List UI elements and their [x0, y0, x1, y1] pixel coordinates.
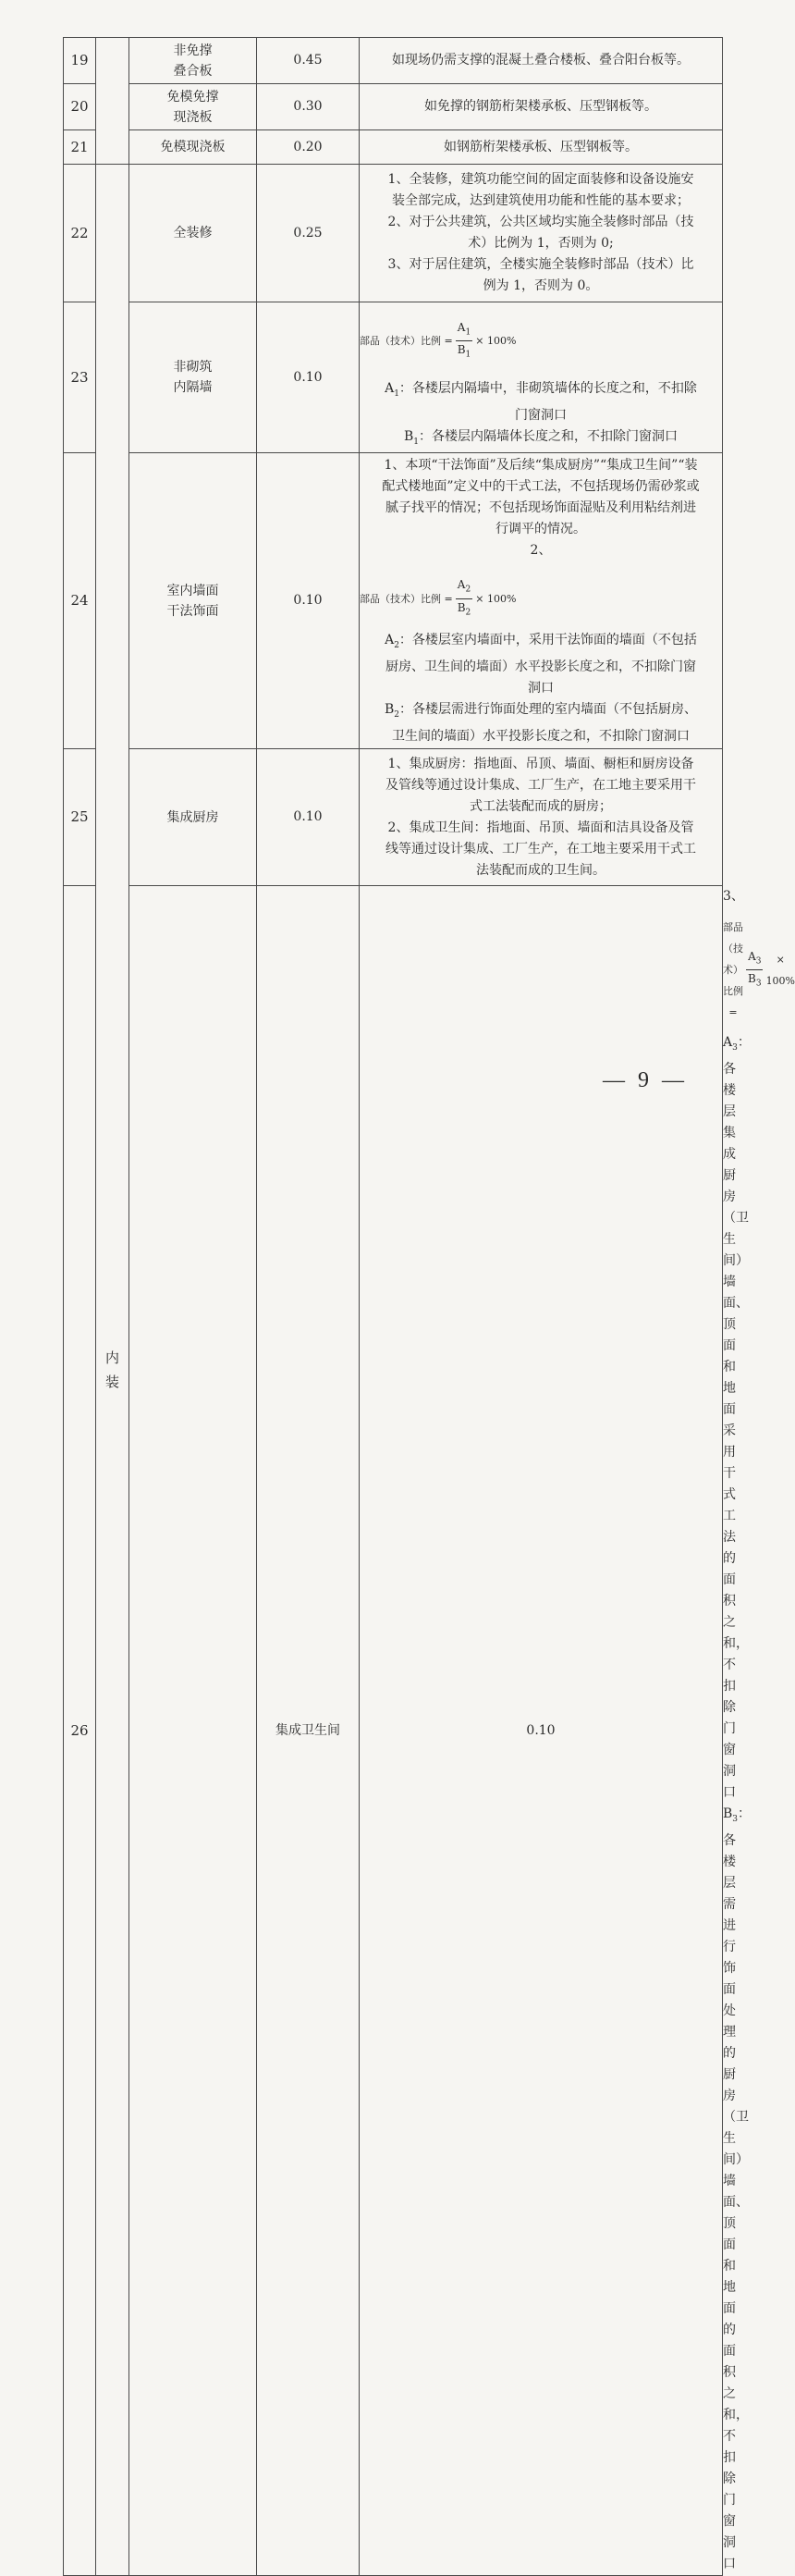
item-weight: 0.10 — [257, 749, 360, 886]
definition-a: $A_2$：各楼层室内墙面中，采用干法饰面的墙面（不包括 — [385, 632, 697, 650]
item-description: 1、全装修，建筑功能空间的固定面装修和设备设施安 装全部完成，达到建筑使用功能和性能的基本要求； 2、对于公共建筑，公共区域均实施全装修时部品（技 术）比例为 1，否则为 0; 3、对于居住建筑，全楼实施全装修时部品（技术）比 例为 1，否则为 0。 — [360, 165, 723, 302]
item-name: 非砌筑 内隔墙 — [129, 302, 257, 453]
item-name: 室内墙面 干法饰面 — [129, 453, 257, 749]
item-description: 1、本项“干法饰面”及后续“集成厨房”“集成卫生间”“装 配式楼地面”定义中的干式工法，不包括现场仍需砂浆或 腻子找平的情况；不包括现场饰面湿贴及利用粘结剂进 行调平的情况。 2、 部品（技术）比例 = $\frac{A_2}{B_2}$ × 100% $A_2$：各楼层室内墙面中，采用干法饰面的墙面（不包括 厨房、卫生间的墙面）水平投影长度之和，不扣除门窗 洞口 $B_2$：各楼层需进行饰面处理的室内墙面（不包括厨房、 卫生间的墙面）水平投影长度之和，不扣除门窗洞口 — [360, 453, 723, 749]
assessment-table — [63, 37, 795, 2576]
row-number: 21 — [64, 130, 96, 165]
definition-a: $A_1$：各楼层内隔墙中，非砌筑墙体的长度之和，不扣除 — [385, 380, 697, 399]
category-cell — [96, 165, 129, 2576]
table-row — [64, 84, 723, 130]
item-name: 全装修 — [129, 165, 257, 302]
row-number: 24 — [64, 453, 96, 749]
item-weight: 0.10 — [257, 302, 360, 453]
item-weight: 0.10 — [360, 886, 723, 2576]
item-name: 集成卫生间 — [257, 886, 360, 2576]
item-weight: 0.45 — [257, 38, 360, 84]
item-name: 免模现浇板 — [129, 130, 257, 165]
item-description: 1、集成厨房：指地面、吊顶、墙面、橱柜和厨房设备 及管线等通过设计集成、工厂生产，在工地主要采用干 式工法装配而成的厨房； 2、集成卫生间：指地面、吊顶、墙面和洁具设备及管 线等通过设计集成、工厂生产，在工地主要采用干式工 法装配而成的卫生间。 — [360, 749, 723, 886]
item-description: 如现场仍需支撑的混凝土叠合楼板、叠合阳台板等。 — [360, 38, 723, 84]
table-row — [64, 165, 723, 302]
item-description: 如钢筋桁架楼承板、压型钢板等。 — [360, 130, 723, 165]
page-number: — 9 — — [603, 1068, 688, 1092]
category-cell-lower — [129, 886, 257, 2576]
ratio-formula: 部品（技术）比例 = $\frac{A_1}{B_1}$ × 100% — [360, 319, 722, 364]
row-number: 22 — [64, 165, 96, 302]
table-row — [64, 302, 723, 453]
fraction: $\frac{A_2}{B_2}$ — [457, 578, 471, 617]
table-row: 26 集成卫生间 0.10 3、 部品（技术）比例 = $\frac{A_3}{B_3}$ × 100% $A_3$：各楼层集成厨房（卫生间）墙面、顶面和地面采用 干式工法的面积之和，不扣除门窗洞口 $B_3$：各楼层需进行饰面处理的厨房（卫生间）墙面、顶 面和地面的面积之和，不扣除门窗洞口 — [64, 886, 723, 2576]
category-label: 装 — [104, 1373, 119, 1390]
item-name: 免模免撑 现浇板 — [129, 84, 257, 130]
definition-b: $B_1$：各楼层内隔墙体长度之和，不扣除门窗洞口 — [403, 428, 679, 447]
definition-b: $B_2$：各楼层需进行饰面处理的室内墙面（不包括厨房、 — [384, 701, 698, 720]
table-row — [64, 453, 723, 749]
category-cell-upper — [96, 38, 129, 165]
item-weight: 0.30 — [257, 84, 360, 130]
table-row — [64, 130, 723, 165]
row-number: 20 — [64, 84, 96, 130]
fraction: $\frac{A_1}{B_1}$ — [457, 321, 471, 360]
item-weight: 0.25 — [257, 165, 360, 302]
item-description: 部品（技术）比例 = $\frac{A_1}{B_1}$ × 100% $A_1$：各楼层内隔墙中，非砌筑墙体的长度之和，不扣除 门窗洞口 $B_1$：各楼层内隔墙体长度之和，不扣除门窗洞口 — [360, 302, 723, 453]
item-name: 集成厨房 — [129, 749, 257, 886]
item-description: 如免撑的钢筋桁架楼承板、压型钢板等。 — [360, 84, 723, 130]
row-number: 19 — [64, 38, 96, 84]
row-number: 26 — [64, 886, 96, 2576]
table-row — [64, 38, 723, 84]
item-name: 非免撑 叠合板 — [129, 38, 257, 84]
category-label: 内 — [104, 1349, 119, 1366]
table-row — [64, 749, 723, 886]
item-weight: 0.10 — [257, 453, 360, 749]
fraction: $\frac{A_3}{B_3}$ — [748, 949, 762, 989]
ratio-formula: 部品（技术）比例 = $\frac{A_2}{B_2}$ × 100% — [360, 576, 722, 621]
item-weight: 0.20 — [257, 130, 360, 165]
row-number: 25 — [64, 749, 96, 886]
row-number: 23 — [64, 302, 96, 453]
